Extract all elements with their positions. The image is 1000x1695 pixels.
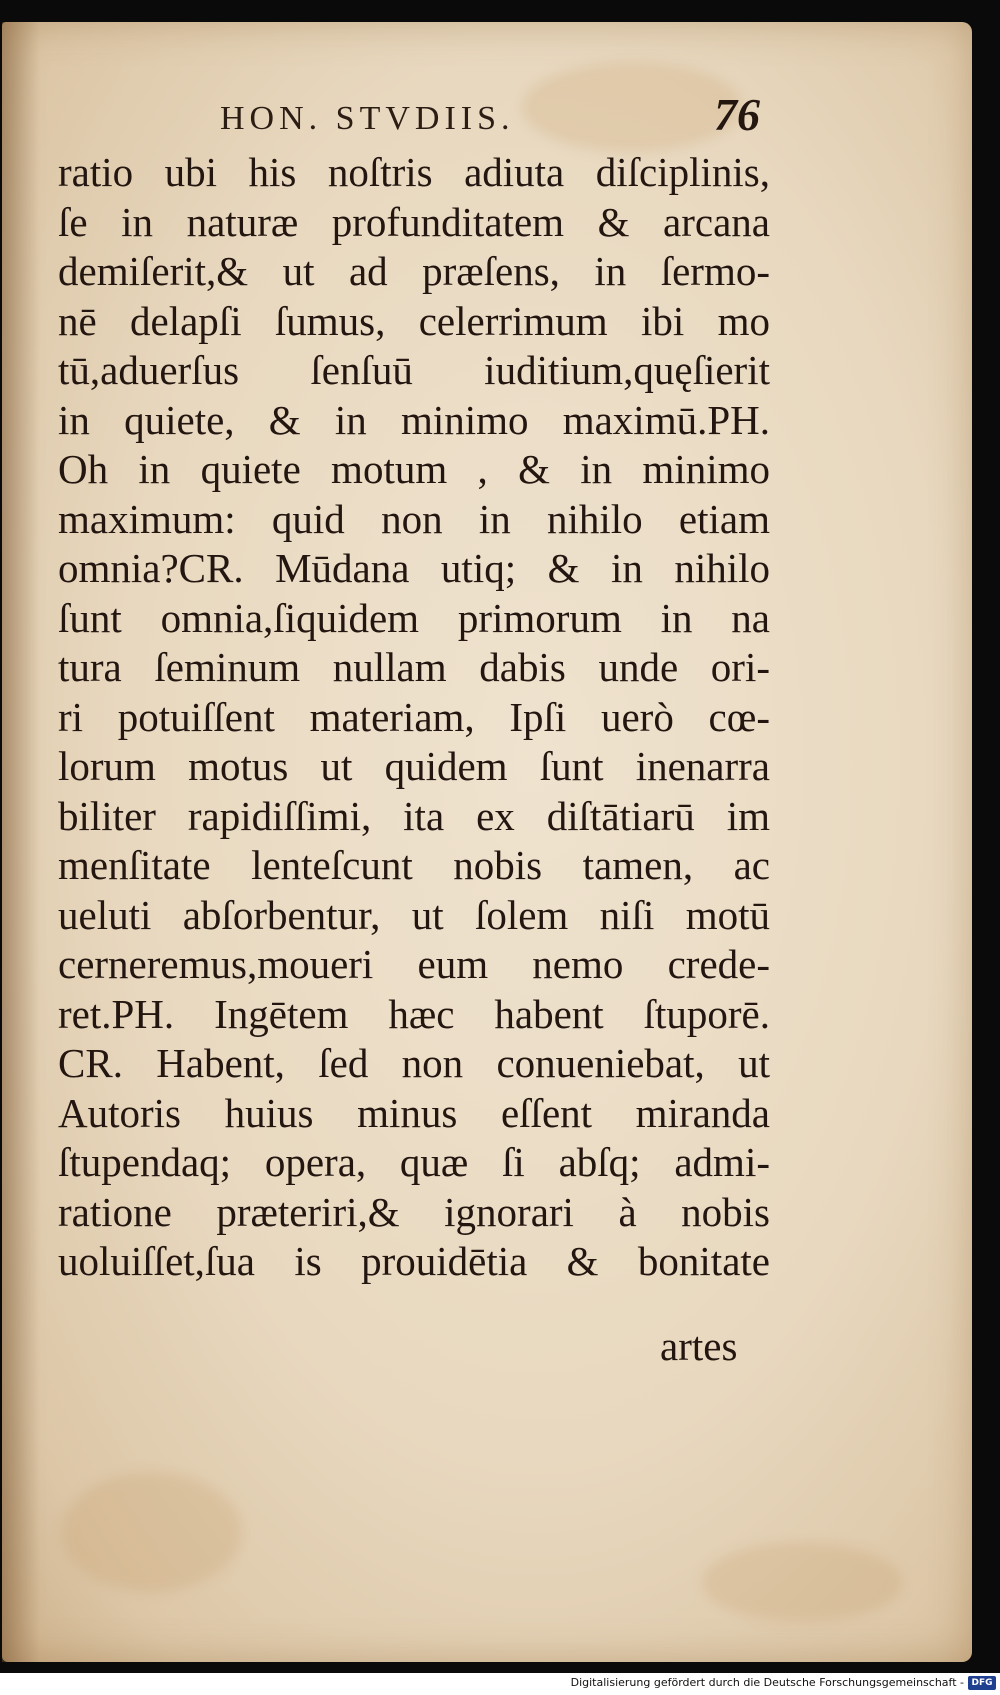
text-line: ratio ubi his noſtris adiuta diſciplinis,	[58, 149, 770, 195]
dfg-logo: DFG	[968, 1676, 996, 1690]
text-line: ſe in naturæ profunditatem & arcana	[58, 198, 770, 245]
text-line: Oh in quiete motum , & in minimo	[58, 446, 770, 492]
text-line: maximum: quid non in nihilo etiam	[58, 495, 770, 542]
body-text	[58, 148, 770, 1287]
text-line: nē delapſi ſumus, celerrimum ibi mo	[58, 297, 770, 344]
funding-credit: Digitalisierung gefördert durch die Deutsche Forschungsgemeinschaft -	[570, 1676, 964, 1689]
text-line: ri potuiſſent materiam, Ipſi uerò cœ-	[58, 693, 770, 740]
running-head	[220, 88, 760, 148]
text-line: demiſerit,& ut ad præſens, in ſermo-	[58, 248, 770, 294]
text-line: tū,aduerſus ſenſuū iuditium,quęſierit	[58, 347, 770, 393]
running-head-title: HON. STVDIIS.	[220, 100, 515, 137]
text-line: omnia?CR. Mūdana utiq; & in nihilo	[58, 545, 770, 591]
digitization-footer	[0, 1673, 1000, 1695]
text-line: ſunt omnia,ſiquidem primorum in na	[58, 594, 770, 641]
text-line: tura ſeminum nullam dabis unde ori-	[58, 644, 770, 690]
paper-stain	[702, 1542, 902, 1622]
text-line: CR. Habent, ſed non conueniebat, ut	[58, 1040, 770, 1086]
page-number: 76	[714, 89, 760, 140]
text-line: biliter rapidiſſimi, ita ex diſtātiarū im	[58, 792, 770, 839]
text-line: menſitate lenteſcunt nobis tamen, ac	[58, 842, 770, 888]
text-line: uoluiſſet,ſua is prouidētia & bonitate	[58, 1238, 770, 1284]
text-line: ratione præteriri,& ignorari à nobis	[58, 1188, 770, 1235]
text-line: Autoris huius minus eſſent miranda	[58, 1089, 770, 1136]
text-line: ueluti abſorbentur, ut ſolem niſi motū	[58, 891, 770, 938]
paper-stain	[62, 1472, 242, 1592]
text-line: lorum motus ut quidem ſunt inenarra	[58, 743, 770, 789]
catchword: artes	[660, 1323, 738, 1369]
text-line: in quiete, & in minimo maximū.PH.	[58, 396, 770, 443]
page-gutter-shadow	[2, 22, 40, 1662]
text-line: ſtupendaq; opera, quæ ſi abſq; admi-	[58, 1139, 770, 1185]
text-line: cerneremus,moueri eum nemo crede-	[58, 941, 770, 987]
text-line: ret.PH. Ingētem hæc habent ſtuporē.	[58, 990, 770, 1037]
